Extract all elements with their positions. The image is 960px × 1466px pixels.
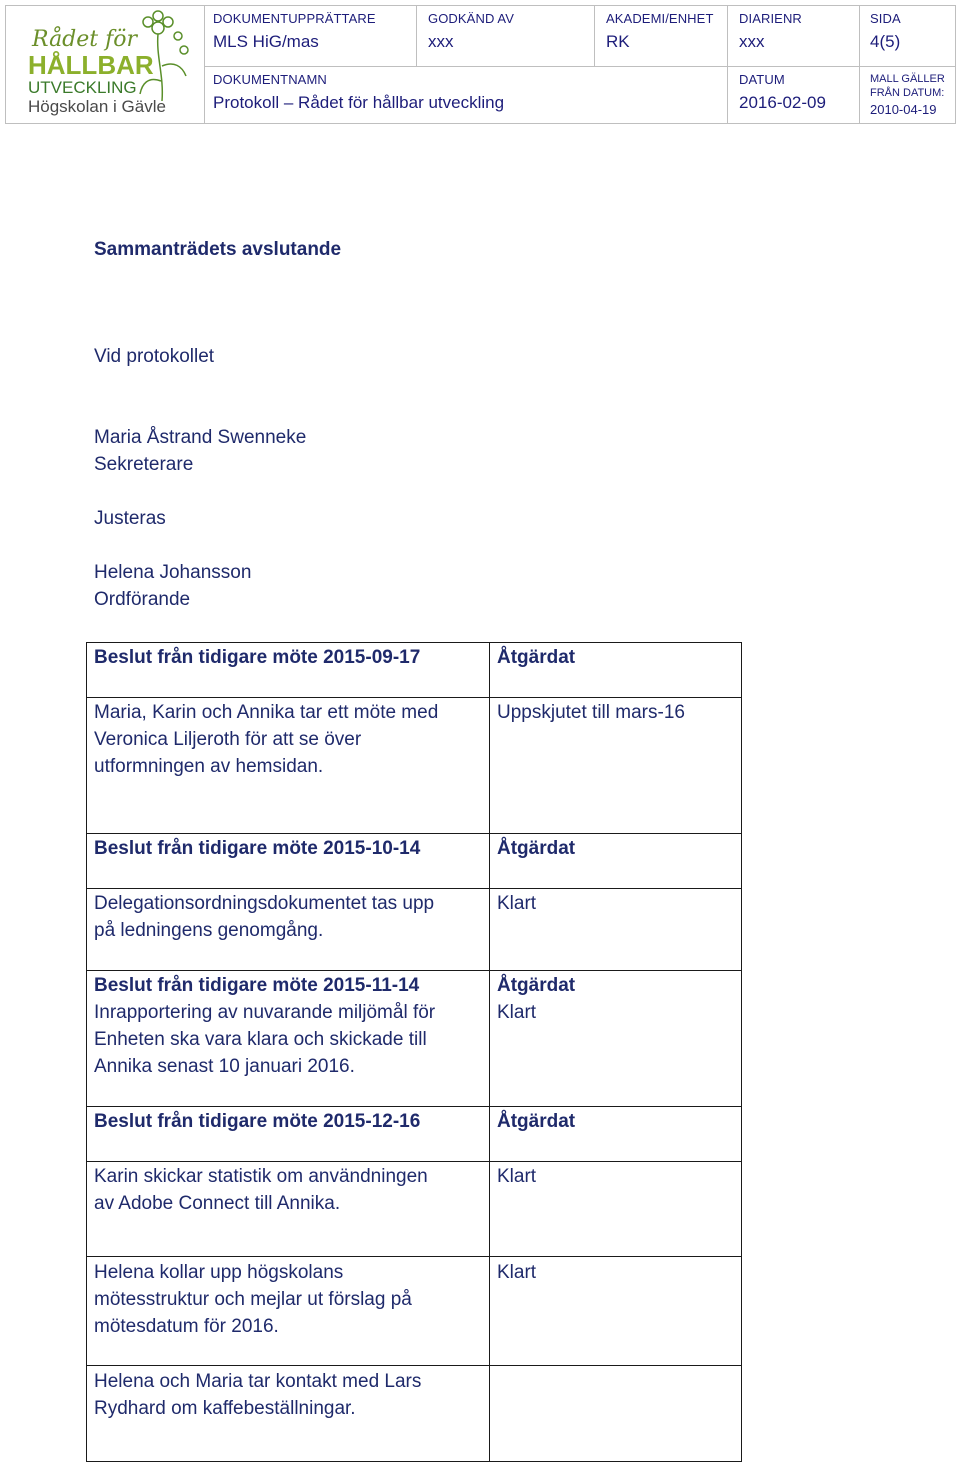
block4-item-line: Karin skickar statistik om användningen: [94, 1166, 428, 1187]
block3-item-line: Annika senast 10 januari 2016.: [94, 1056, 355, 1077]
docname-label: DOKUMENTNAMN: [213, 72, 327, 87]
block2-item-line: på ledningens genomgång.: [94, 920, 324, 941]
council-logo: [6, 6, 204, 123]
academy-value: RK: [606, 32, 630, 51]
block3-item-line: Enheten ska vara klara och skickade till: [94, 1029, 427, 1050]
column-divider: [489, 643, 490, 1461]
docname-cell: [204, 66, 727, 123]
block1-item-line: Veronica Liljeroth för att se över: [94, 729, 362, 750]
block1-item-line: utformningen av hemsidan.: [94, 756, 324, 777]
block5-item-line: Helena kollar upp högskolans: [94, 1262, 344, 1283]
author-cell: [204, 6, 416, 66]
template-date: 2010-04-19: [870, 102, 937, 117]
block6-item-line: Helena och Maria tar kontakt med Lars: [94, 1371, 422, 1392]
block6-item-line: Rydhard om kaffebeställningar.: [94, 1398, 356, 1419]
logo-text-3: UTVECKLING: [28, 78, 137, 97]
block3-item-line: Inrapportering av nuvarande miljömål för: [94, 1002, 436, 1023]
block6-item: [94, 1368, 479, 1422]
block4-item: [94, 1163, 479, 1217]
block3-item: [94, 972, 479, 1080]
row-line: [87, 1256, 741, 1257]
page-label: SIDA: [870, 11, 901, 26]
row-line: [87, 1161, 741, 1162]
secretary-role: Sekreterare: [94, 454, 194, 475]
block2-status-heading: Åtgärdat: [497, 838, 576, 859]
chair-role: Ordförande: [94, 589, 191, 610]
date-cell: [727, 66, 859, 123]
block4-status: Klart: [497, 1166, 537, 1187]
block1-item-line: Maria, Karin och Annika tar ett möte med: [94, 702, 439, 723]
row-line: [87, 888, 741, 889]
template-label-1: MALL GÄLLER: [870, 73, 945, 85]
block3-status: Klart: [497, 1002, 537, 1023]
adjusted-text: Justeras: [94, 508, 166, 529]
decisions-table: [86, 642, 742, 1462]
closing-heading: Sammanträdets avslutande: [94, 239, 342, 260]
at-minutes-text: Vid protokollet: [94, 346, 215, 367]
block3-heading: Beslut från tidigare möte 2015-11-14: [94, 975, 420, 996]
row-line: [87, 697, 741, 698]
block1-status-heading: Åtgärdat: [497, 647, 576, 668]
date-label: DATUM: [739, 72, 785, 87]
approved-label: GODKÄND AV: [428, 11, 515, 26]
block1-item: [94, 699, 479, 780]
academy-label: AKADEMI/ENHET: [606, 11, 714, 26]
block5-item: [94, 1259, 479, 1340]
logo-graphic: [6, 6, 204, 123]
block2-status: Klart: [497, 893, 537, 914]
secretary-name: Maria Åstrand Swenneke: [94, 427, 307, 448]
docname-value: Protokoll – Rådet för hållbar utveckling: [213, 93, 505, 112]
author-value: MLS HiG/mas: [213, 32, 319, 51]
block4-item-line: av Adobe Connect till Annika.: [94, 1193, 341, 1214]
block5-status: Klart: [497, 1262, 537, 1283]
row-line: [87, 1106, 741, 1107]
block2-item: [94, 890, 479, 944]
academy-cell: [594, 6, 727, 66]
author-label: DOKUMENTUPPRÄTTARE: [213, 11, 376, 26]
row-line: [87, 1365, 741, 1366]
approved-cell: [416, 6, 594, 66]
document-header: [5, 5, 956, 124]
block4-heading: Beslut från tidigare möte 2015-12-16: [94, 1111, 421, 1132]
template-cell: [859, 66, 955, 123]
logo-text-2: HÅLLBAR: [28, 50, 154, 80]
page-cell: [859, 6, 955, 66]
diary-label: DIARIENR: [739, 11, 802, 26]
block2-item-line: Delegationsordningsdokumentet tas upp: [94, 893, 435, 914]
approved-value: xxx: [428, 32, 454, 51]
diary-value: xxx: [739, 32, 765, 51]
block1-status: Uppskjutet till mars-16: [497, 702, 685, 723]
block5-item-line: mötesstruktur och mejlar ut förslag på: [94, 1289, 412, 1310]
logo-text-4: Högskolan i Gävle: [28, 97, 166, 116]
block4-status-heading: Åtgärdat: [497, 1111, 576, 1132]
template-label-2: FRÅN DATUM:: [870, 87, 945, 99]
block5-item-line: mötesdatum för 2016.: [94, 1316, 279, 1337]
logo-text-1: Rådet för: [32, 27, 138, 52]
row-line: [87, 970, 741, 971]
diary-cell: [727, 6, 859, 66]
page-value: 4(5): [870, 32, 901, 51]
block1-heading: Beslut från tidigare möte 2015-09-17: [94, 647, 421, 668]
date-value: 2016-02-09: [739, 93, 826, 112]
block3-status-heading: Åtgärdat: [497, 975, 576, 996]
row-line: [87, 833, 741, 834]
block2-heading: Beslut från tidigare möte 2015-10-14: [94, 838, 421, 859]
block3-status-cell: [497, 972, 737, 1026]
chair-name: Helena Johansson: [94, 562, 252, 583]
